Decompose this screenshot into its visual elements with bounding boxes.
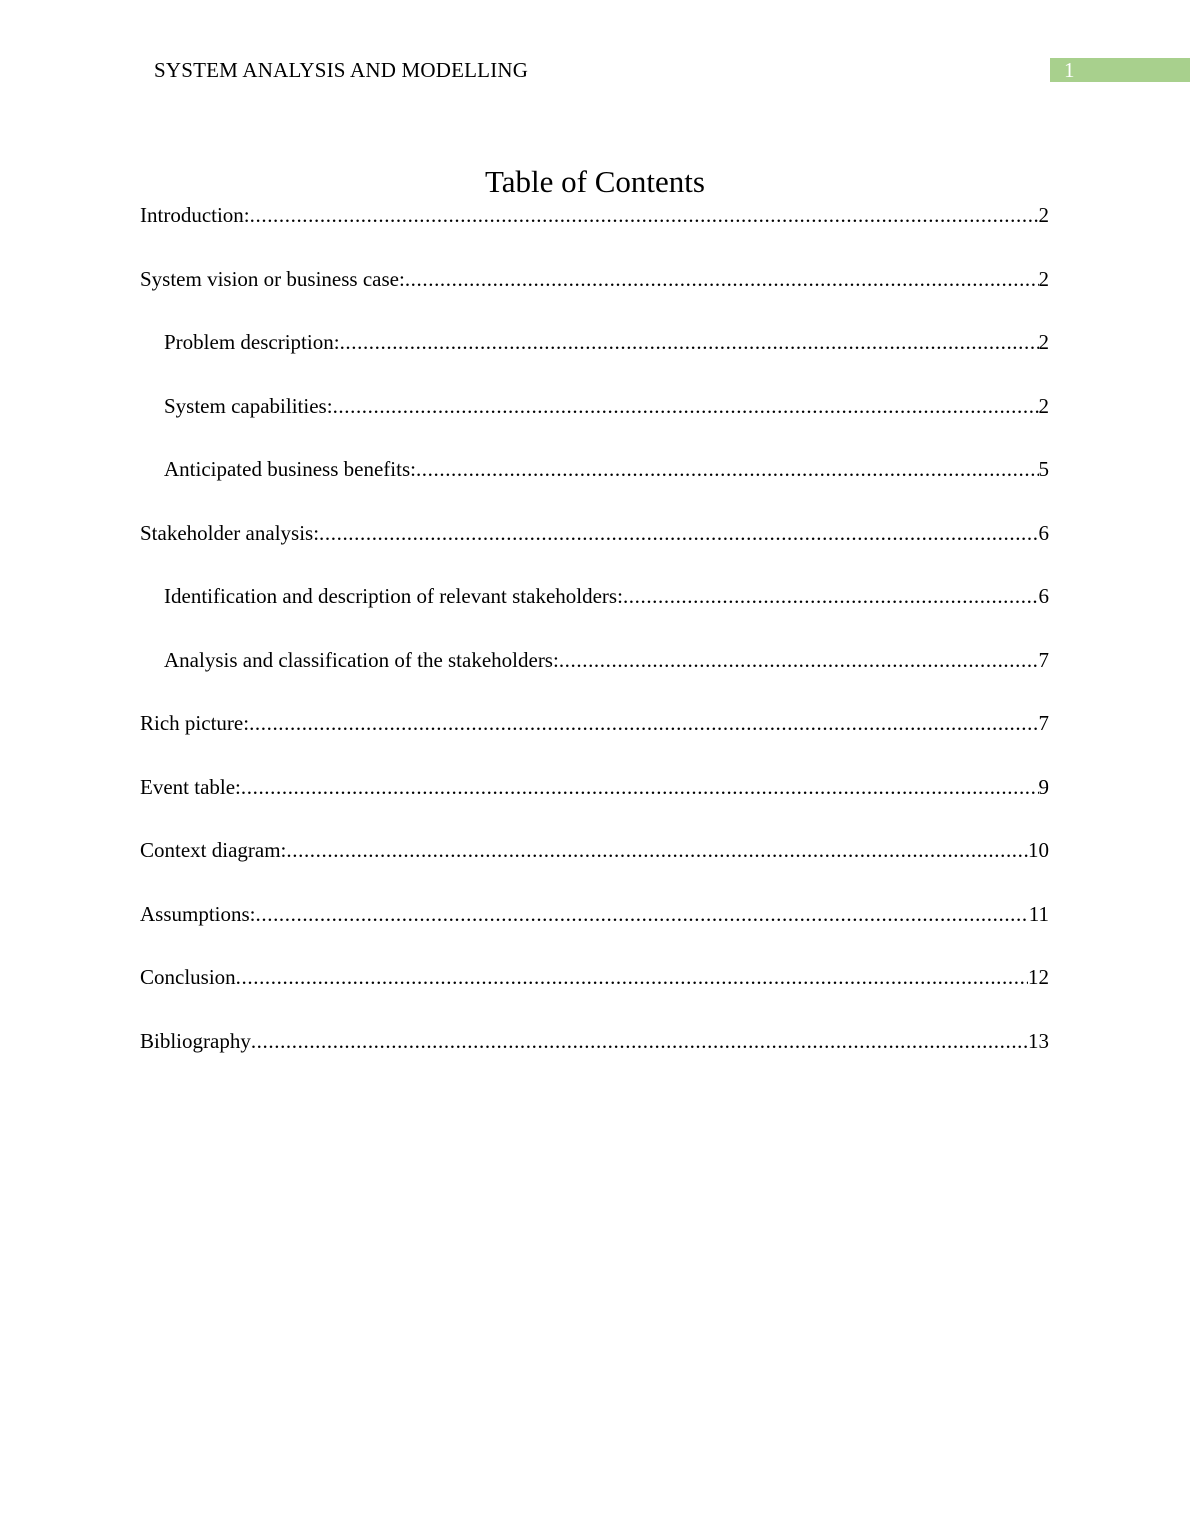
toc-dot-leader — [251, 1026, 1028, 1056]
toc-entry-text: Conclusion — [140, 965, 236, 989]
toc-dot-leader — [416, 454, 1039, 484]
toc-title: Table of Contents — [485, 164, 705, 199]
toc-entry-text: Event table: — [140, 774, 241, 799]
toc-entry-text: Stakeholder analysis: — [140, 520, 320, 545]
toc-dot-leader — [236, 962, 1028, 992]
toc-entry-text: Rich picture: — [140, 711, 250, 735]
toc-entry-page: 7 — [1038, 711, 1049, 735]
toc-dot-leader — [286, 835, 1028, 865]
toc-entry-text: System vision or business case: — [140, 266, 405, 291]
toc-entry-page: 11 — [1028, 901, 1049, 926]
toc-entry-conclusion[interactable] — [140, 962, 1049, 1026]
toc-dot-leader — [623, 581, 1039, 611]
toc-entry-text: Analysis and classification of the stakeholders: — [164, 647, 559, 672]
toc-entry-text: System capabilities: — [164, 393, 333, 418]
toc-entry-assumptions[interactable] — [140, 899, 1049, 963]
toc-entry-page: 13 — [1028, 1028, 1049, 1053]
toc-entry-page: 10 — [1028, 838, 1049, 862]
toc-entry-page: 6 — [1038, 584, 1049, 608]
toc-entry-page: 12 — [1028, 965, 1049, 989]
toc-entry-page: 2 — [1038, 393, 1049, 418]
toc-entry-text: Assumptions: — [140, 901, 256, 926]
page-number-badge — [1050, 58, 1190, 82]
toc-dot-leader — [250, 200, 1039, 230]
toc-dot-leader — [405, 264, 1039, 294]
toc-entry-bibliography[interactable] — [140, 1026, 1049, 1090]
toc-entry-event-table[interactable] — [140, 772, 1049, 836]
toc-entry-page: 6 — [1038, 520, 1049, 545]
toc-entry-page: 2 — [1038, 330, 1049, 354]
toc-dot-leader — [333, 391, 1039, 421]
toc-entry-page: 9 — [1038, 774, 1049, 799]
toc-entry-text: Identification and description of relevant stakeholders: — [164, 584, 623, 608]
toc-entry-stakeholder-identification[interactable] — [140, 581, 1049, 645]
toc-entry-problem-description[interactable] — [140, 327, 1049, 391]
toc-dot-leader — [559, 645, 1039, 675]
toc-entry-text: Anticipated business benefits: — [164, 457, 416, 481]
table-of-contents — [140, 200, 1049, 1089]
toc-dot-leader — [241, 772, 1039, 802]
toc-entry-text: Introduction: — [140, 203, 250, 227]
toc-entry-system-vision[interactable] — [140, 264, 1049, 328]
page-number: 1 — [1064, 58, 1075, 82]
toc-entry-stakeholder-classification[interactable] — [140, 645, 1049, 709]
toc-dot-leader — [249, 708, 1038, 738]
toc-entry-text: Context diagram: — [140, 838, 287, 862]
toc-entry-text: Bibliography — [140, 1028, 251, 1053]
toc-entry-anticipated-benefits[interactable] — [140, 454, 1049, 518]
toc-entry-stakeholder-analysis[interactable] — [140, 518, 1049, 582]
toc-entry-system-capabilities[interactable] — [140, 391, 1049, 455]
toc-entry-introduction[interactable] — [140, 200, 1049, 264]
toc-entry-page: 7 — [1038, 647, 1049, 672]
toc-dot-leader — [340, 327, 1039, 357]
running-header-title: SYSTEM ANALYSIS AND MODELLING — [154, 58, 529, 82]
toc-dot-leader — [319, 518, 1038, 548]
toc-entry-page: 2 — [1038, 203, 1049, 227]
toc-entry-rich-picture[interactable] — [140, 708, 1049, 772]
toc-entry-page: 5 — [1038, 457, 1049, 481]
toc-entry-text: Problem description: — [164, 330, 340, 354]
toc-dot-leader — [256, 899, 1029, 929]
toc-entry-context-diagram[interactable] — [140, 835, 1049, 899]
toc-entry-page: 2 — [1038, 266, 1049, 291]
